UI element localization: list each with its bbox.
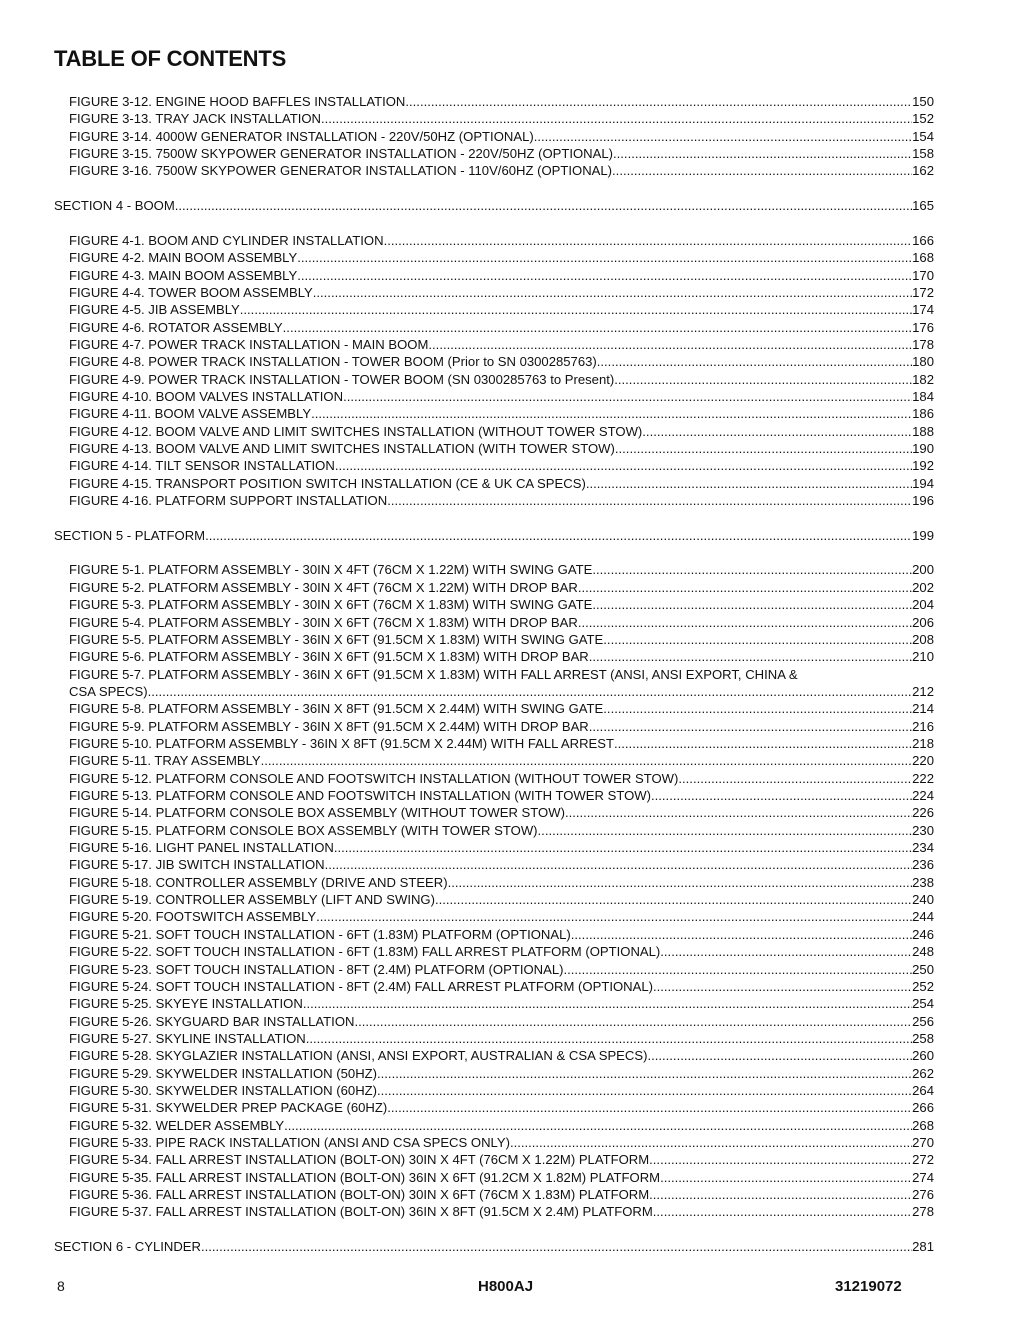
toc-figure-entry[interactable] <box>69 787 934 804</box>
dot-leader <box>534 128 912 145</box>
toc-entry-page: 216 <box>912 718 934 734</box>
toc-entry-label: FIGURE 4-8. POWER TRACK INSTALLATION - TOWER BOOM (Prior to SN 0300285763) <box>69 354 597 370</box>
toc-entry-label: SECTION 6 - CYLINDER <box>54 1239 201 1255</box>
toc-entry-label: FIGURE 4-1. BOOM AND CYLINDER INSTALLATION <box>69 232 384 248</box>
toc-entry-page: 162 <box>912 163 934 179</box>
toc-figure-entry[interactable] <box>69 908 934 925</box>
toc-figure-entry[interactable] <box>69 596 934 613</box>
toc-entry-label: SECTION 5 - PLATFORM <box>54 527 206 543</box>
dot-leader <box>405 93 912 110</box>
dot-leader <box>642 423 912 440</box>
dot-leader <box>653 978 912 995</box>
toc-figure-entry[interactable] <box>69 614 934 631</box>
dot-leader <box>311 405 912 422</box>
toc-entry-label: FIGURE 5-12. PLATFORM CONSOLE AND FOOTSWITCH INSTALLATION (WITHOUT TOWER STOW) <box>69 770 679 786</box>
dot-leader <box>377 1082 912 1099</box>
toc-entry-page: 196 <box>912 493 934 509</box>
toc-figure-entry[interactable] <box>69 770 934 787</box>
toc-entry-page: 218 <box>912 735 934 751</box>
toc-entry-page: 224 <box>912 788 934 803</box>
toc-entry-label: FIGURE 5-35. FALL ARREST INSTALLATION (BOLT-ON) 36IN X 6FT (91.2CM X 1.82M) PLATFORM <box>69 1169 661 1185</box>
toc-entry-page: 276 <box>912 1187 934 1203</box>
toc-entry-label: FIGURE 4-10. BOOM VALVES INSTALLATION <box>69 388 344 404</box>
toc-figure-entry[interactable] <box>69 561 934 578</box>
toc-figure-entry[interactable] <box>69 492 934 509</box>
toc-entry-page: 180 <box>912 354 934 370</box>
toc-figure-entry[interactable] <box>69 232 934 249</box>
toc-entry-label: FIGURE 5-36. FALL ARREST INSTALLATION (BOLT-ON) 30IN X 6FT (76CM X 1.83M) PLATFORM <box>69 1187 650 1203</box>
toc-entry-label: FIGURE 4-9. POWER TRACK INSTALLATION - TOWER BOOM (SN 0300285763 to Present) <box>69 371 615 387</box>
toc-entry-page: 248 <box>912 944 934 960</box>
dot-leader <box>343 388 912 405</box>
toc-figure-entry[interactable] <box>69 718 934 735</box>
dot-leader <box>653 1203 912 1220</box>
toc-entry-label: CSA SPECS) <box>69 683 148 699</box>
toc-entry-label: FIGURE 5-13. PLATFORM CONSOLE AND FOOTSWITCH INSTALLATION (WITH TOWER STOW) <box>69 788 651 803</box>
dot-leader <box>571 926 912 943</box>
toc-entry-page: 178 <box>912 336 934 352</box>
dot-leader <box>603 631 912 648</box>
toc-figure-entry[interactable] <box>69 822 934 839</box>
toc-entry-label: FIGURE 4-12. BOOM VALVE AND LIMIT SWITCHES INSTALLATION (WITHOUT TOWER STOW) <box>69 423 643 439</box>
dot-leader <box>306 1030 912 1047</box>
dot-leader <box>387 1099 912 1116</box>
toc-entry-page: 210 <box>912 649 934 665</box>
toc-entry-label: FIGURE 4-15. TRANSPORT POSITION SWITCH INSTALLATION (CE & UK CA SPECS) <box>69 475 586 491</box>
toc-entry-page: 154 <box>912 128 934 144</box>
dot-leader <box>651 787 912 804</box>
toc-entry-page: 252 <box>912 978 934 994</box>
dot-leader <box>321 110 912 127</box>
footer-page-number: 8 <box>57 1278 65 1294</box>
toc-entry-label: FIGURE 5-25. SKYEYE INSTALLATION <box>69 996 303 1012</box>
toc-figure-entry[interactable] <box>69 128 934 145</box>
dot-leader <box>325 856 913 873</box>
toc-figure-entry[interactable] <box>69 978 934 995</box>
toc-entry-label: FIGURE 5-9. PLATFORM ASSEMBLY - 36IN X 8FT (91.5CM X 2.44M) WITH DROP BAR <box>69 718 589 734</box>
toc-entry-label: FIGURE 4-7. POWER TRACK INSTALLATION - MAIN BOOM <box>69 336 429 352</box>
toc-entry-label: FIGURE 5-20. FOOTSWITCH ASSEMBLY <box>69 909 317 925</box>
dot-leader <box>377 1065 912 1082</box>
toc-entry-label: FIGURE 4-2. MAIN BOOM ASSEMBLY <box>69 250 298 266</box>
toc-entry-page: 214 <box>912 701 934 717</box>
toc-entry-page: 222 <box>912 770 934 786</box>
dot-leader <box>354 1013 912 1030</box>
toc-entry-page: 234 <box>912 840 934 856</box>
toc-entry-page: 220 <box>912 753 934 769</box>
toc-entry-page: 150 <box>912 94 934 109</box>
toc-figure-entry[interactable] <box>69 249 934 266</box>
dot-leader <box>678 770 912 787</box>
toc-figure-entry[interactable] <box>69 1203 934 1220</box>
dot-leader <box>448 874 913 891</box>
toc-figure-entry[interactable] <box>69 475 934 492</box>
toc-figure-entry[interactable] <box>69 1117 934 1134</box>
toc-figure-entry[interactable] <box>69 891 934 908</box>
toc-entry-page: 172 <box>912 284 934 300</box>
toc-figure-entry[interactable] <box>69 1030 934 1047</box>
dot-leader <box>660 1169 912 1186</box>
toc-entry-page: 194 <box>912 475 934 491</box>
toc-entry-page: 200 <box>912 562 934 578</box>
toc-figure-entry[interactable] <box>69 961 934 978</box>
dot-leader <box>565 804 912 821</box>
toc-entry-label: FIGURE 4-4. TOWER BOOM ASSEMBLY <box>69 284 313 300</box>
toc-entry-page: 165 <box>912 198 934 214</box>
toc-figure-entry[interactable] <box>69 267 934 284</box>
toc-entry-page: 199 <box>912 527 934 543</box>
toc-figure-entry[interactable] <box>69 631 934 648</box>
toc-figure-entry[interactable] <box>69 995 934 1012</box>
toc-entry-label: FIGURE 5-15. PLATFORM CONSOLE BOX ASSEMBLY (WITH TOWER STOW) <box>69 822 538 838</box>
dot-leader <box>589 648 912 665</box>
dot-leader <box>510 1134 912 1151</box>
dot-leader <box>592 561 912 578</box>
dot-leader <box>335 457 912 474</box>
toc-entry-label: FIGURE 4-16. PLATFORM SUPPORT INSTALLATION <box>69 493 388 509</box>
dot-leader <box>538 822 913 839</box>
dot-leader <box>578 614 912 631</box>
toc-figure-entry[interactable] <box>69 579 934 596</box>
toc-figure-entry[interactable] <box>69 1013 934 1030</box>
toc-entry-page: 274 <box>912 1169 934 1185</box>
toc-figure-entry[interactable] <box>69 1151 934 1168</box>
toc-entry-label: FIGURE 3-14. 4000W GENERATOR INSTALLATION - 220V/50HZ (OPTIONAL) <box>69 128 534 144</box>
toc-figure-entry[interactable] <box>69 423 934 440</box>
toc-entry-label: FIGURE 3-15. 7500W SKYPOWER GENERATOR INSTALLATION - 220V/50HZ (OPTIONAL) <box>69 146 614 162</box>
toc-entry-label: FIGURE 4-11. BOOM VALVE ASSEMBLY <box>69 406 312 422</box>
dot-leader <box>303 995 912 1012</box>
toc-figure-entry[interactable] <box>69 371 934 388</box>
toc-entry-page: 158 <box>912 146 934 162</box>
toc-entry-label: FIGURE 5-22. SOFT TOUCH INSTALLATION - 6FT (1.83M) FALL ARREST PLATFORM (OPTIONAL) <box>69 944 661 960</box>
toc-entry-label: FIGURE 5-18. CONTROLLER ASSEMBLY (DRIVE AND STEER) <box>69 874 448 890</box>
toc-figure-entry[interactable] <box>69 735 934 752</box>
toc-entry-page: 238 <box>912 874 934 890</box>
dot-leader <box>578 579 912 596</box>
toc-figure-entry[interactable] <box>69 1065 934 1082</box>
toc-figure-entry[interactable] <box>69 1047 934 1064</box>
toc-entry-label: FIGURE 5-2. PLATFORM ASSEMBLY - 30IN X 4FT (76CM X 1.22M) WITH DROP BAR <box>69 579 578 595</box>
toc-figure-entry[interactable] <box>69 683 934 700</box>
toc-entry-page: 268 <box>912 1117 934 1133</box>
dot-leader <box>175 197 912 214</box>
toc-figure-entry[interactable] <box>69 1186 934 1203</box>
toc-figure-entry[interactable] <box>69 93 934 110</box>
toc-entry-label: FIGURE 5-3. PLATFORM ASSEMBLY - 30IN X 6FT (76CM X 1.83M) WITH SWING GATE <box>69 597 593 613</box>
toc-entry-label: FIGURE 5-32. WELDER ASSEMBLY <box>69 1117 285 1133</box>
dot-leader <box>649 1186 912 1203</box>
toc-entry-page: 188 <box>912 423 934 439</box>
toc-entry-page: 186 <box>912 406 934 422</box>
toc-figure-entry[interactable] <box>69 926 934 943</box>
toc-entry-label: FIGURE 5-4. PLATFORM ASSEMBLY - 30IN X 6FT (76CM X 1.83M) WITH DROP BAR <box>69 614 578 630</box>
toc-figure-entry[interactable] <box>69 353 934 370</box>
dot-leader <box>649 1151 912 1168</box>
toc-entry-page: 212 <box>912 683 934 699</box>
toc-entry-label: FIGURE 4-14. TILT SENSOR INSTALLATION <box>69 458 335 474</box>
toc-entry-page: 266 <box>912 1100 934 1116</box>
toc-figure-entry[interactable] <box>69 162 934 179</box>
dot-leader <box>240 301 912 318</box>
toc-entry-label: FIGURE 5-16. LIGHT PANEL INSTALLATION <box>69 840 334 856</box>
dot-leader <box>384 232 913 249</box>
dot-leader <box>297 267 912 284</box>
dot-leader <box>205 527 912 544</box>
toc-section-entry[interactable] <box>54 197 934 214</box>
toc-figure-entry[interactable] <box>69 405 934 422</box>
toc-entry-page: 170 <box>912 267 934 283</box>
dot-leader <box>297 249 912 266</box>
dot-leader <box>597 353 912 370</box>
dot-leader <box>589 718 912 735</box>
toc-figure-entry[interactable] <box>69 457 934 474</box>
toc-entry-label: FIGURE 5-6. PLATFORM ASSEMBLY - 36IN X 6FT (91.5CM X 1.83M) WITH DROP BAR <box>69 649 589 665</box>
dot-leader <box>592 596 912 613</box>
toc-entry-page: 204 <box>912 597 934 613</box>
dot-leader <box>647 1047 912 1064</box>
toc-entry-label: FIGURE 5-34. FALL ARREST INSTALLATION (BOLT-ON) 30IN X 4FT (76CM X 1.22M) PLATFORM <box>69 1152 650 1168</box>
toc-entry-label: FIGURE 5-30. SKYWELDER INSTALLATION (60HZ) <box>69 1082 378 1098</box>
toc-entry-label: FIGURE 5-8. PLATFORM ASSEMBLY - 36IN X 8FT (91.5CM X 2.44M) WITH SWING GATE <box>69 701 604 717</box>
toc-entry-label: FIGURE 4-5. JIB ASSEMBLY <box>69 302 240 318</box>
toc-figure-entry[interactable] <box>69 1134 934 1151</box>
toc-entry-label: FIGURE 5-27. SKYLINE INSTALLATION <box>69 1030 306 1046</box>
toc-entry-page: 166 <box>912 232 934 248</box>
toc-section-entry[interactable] <box>54 527 934 544</box>
toc-entry-page: 168 <box>912 250 934 266</box>
toc-entry-page: 260 <box>912 1048 934 1064</box>
page-title: TABLE OF CONTENTS <box>54 46 287 71</box>
toc-entry-page: 264 <box>912 1082 934 1098</box>
toc-entry-page: 206 <box>912 614 934 630</box>
dot-leader <box>614 371 912 388</box>
toc-entry-page: 176 <box>912 319 934 335</box>
toc-entry-page: 240 <box>912 892 934 908</box>
dot-leader <box>603 700 912 717</box>
toc-entry-label: FIGURE 5-19. CONTROLLER ASSEMBLY (LIFT AND SWING) <box>69 892 435 908</box>
toc-figure-entry[interactable] <box>69 1099 934 1116</box>
dot-leader <box>284 1117 912 1134</box>
dot-leader <box>334 839 912 856</box>
toc-entry-page: 192 <box>912 458 934 474</box>
toc-figure-entry[interactable] <box>69 110 934 127</box>
dot-leader <box>435 891 912 908</box>
toc-entry-page: 202 <box>912 579 934 595</box>
toc-entry-page: 182 <box>912 371 934 387</box>
dot-leader <box>428 336 912 353</box>
toc-figure-entry[interactable] <box>69 839 934 856</box>
toc-figure-entry[interactable] <box>69 648 934 665</box>
toc-entry-page: 250 <box>912 961 934 977</box>
toc-entry-label: FIGURE 5-21. SOFT TOUCH INSTALLATION - 6FT (1.83M) PLATFORM (OPTIONAL) <box>69 926 571 942</box>
toc-entry-label: FIGURE 5-14. PLATFORM CONSOLE BOX ASSEMBLY (WITHOUT TOWER STOW) <box>69 805 565 821</box>
dot-leader <box>613 145 912 162</box>
toc-figure-entry[interactable] <box>69 856 934 873</box>
toc-entry-page: 270 <box>912 1135 934 1150</box>
toc-entry-label: FIGURE 5-29. SKYWELDER INSTALLATION (50HZ) <box>69 1065 378 1081</box>
toc-entry-page: 254 <box>912 996 934 1012</box>
toc-entry-label: FIGURE 5-26. SKYGUARD BAR INSTALLATION <box>69 1013 355 1029</box>
toc-figure-entry[interactable] <box>69 700 934 717</box>
dot-leader <box>586 475 912 492</box>
toc-entry-page: 281 <box>912 1239 934 1255</box>
toc-section-entry[interactable] <box>54 1238 934 1255</box>
dot-leader <box>261 752 913 769</box>
toc-figure-entry[interactable] <box>69 336 934 353</box>
toc-entry-page: 208 <box>912 631 934 647</box>
toc-figure-entry[interactable] <box>69 943 934 960</box>
toc-entry-label: FIGURE 4-13. BOOM VALVE AND LIMIT SWITCHES INSTALLATION (WITH TOWER STOW) <box>69 441 615 456</box>
toc-figure-entry[interactable] <box>69 301 934 318</box>
toc-entry-label: FIGURE 5-31. SKYWELDER PREP PACKAGE (60HZ) <box>69 1100 388 1116</box>
toc-entry-label: FIGURE 5-24. SOFT TOUCH INSTALLATION - 8FT (2.4M) FALL ARREST PLATFORM (OPTIONAL) <box>69 978 653 994</box>
dot-leader <box>313 284 912 301</box>
toc-entry-label: FIGURE 3-16. 7500W SKYPOWER GENERATOR INSTALLATION - 110V/60HZ (OPTIONAL) <box>69 163 613 179</box>
toc-figure-entry[interactable] <box>69 145 934 162</box>
toc-entry-label: FIGURE 4-3. MAIN BOOM ASSEMBLY <box>69 267 298 283</box>
toc-entry-label: FIGURE 5-37. FALL ARREST INSTALLATION (BOLT-ON) 36IN X 8FT (91.5CM X 2.4M) PLATFORM <box>69 1204 653 1220</box>
toc-figure-entry[interactable] <box>69 319 934 336</box>
toc-entry-page: 184 <box>912 388 934 404</box>
toc-entry-label: FIGURE 5-17. JIB SWITCH INSTALLATION <box>69 857 325 873</box>
toc-figure-entry[interactable] <box>69 804 934 821</box>
toc-entry-page: 244 <box>912 909 934 925</box>
toc-entry-label: FIGURE 5-1. PLATFORM ASSEMBLY - 30IN X 4FT (76CM X 1.22M) WITH SWING GATE <box>69 562 593 578</box>
dot-leader <box>563 961 912 978</box>
toc-entry-page: 152 <box>912 111 934 127</box>
toc-entry-label: FIGURE 5-23. SOFT TOUCH INSTALLATION - 8FT (2.4M) PLATFORM (OPTIONAL) <box>69 961 564 977</box>
toc-entry-page: 226 <box>912 805 934 821</box>
toc-figure-entry[interactable] <box>69 874 934 891</box>
footer-doc-number: 31219072 <box>835 1278 902 1295</box>
toc-entry-label: FIGURE 5-28. SKYGLAZIER INSTALLATION (ANSI, ANSI EXPORT, AUSTRALIAN & CSA SPECS) <box>69 1048 648 1064</box>
dot-leader <box>148 683 913 700</box>
toc-entry-label: FIGURE 5-11. TRAY ASSEMBLY <box>69 753 261 769</box>
toc-entry-page: 190 <box>912 441 934 456</box>
toc-entry-page: 278 <box>912 1204 934 1220</box>
toc-entry-page: 262 <box>912 1065 934 1081</box>
dot-leader <box>387 492 912 509</box>
dot-leader <box>612 162 912 179</box>
dot-leader <box>660 943 912 960</box>
toc-entry-label: FIGURE 3-13. TRAY JACK INSTALLATION <box>69 111 321 127</box>
toc-entry-page: 174 <box>912 302 934 318</box>
toc-figure-entry[interactable] <box>69 1082 934 1099</box>
dot-leader <box>201 1238 912 1255</box>
toc-figure-entry[interactable] <box>69 752 934 769</box>
toc-figure-entry[interactable] <box>69 284 934 301</box>
dot-leader <box>283 319 912 336</box>
toc-figure-entry[interactable] <box>69 388 934 405</box>
toc-entry-page: 256 <box>912 1013 934 1029</box>
toc-entry-page: 272 <box>912 1152 934 1168</box>
toc-entry-label: FIGURE 5-10. PLATFORM ASSEMBLY - 36IN X 8FT (91.5CM X 2.44M) WITH FALL ARREST <box>69 735 614 751</box>
toc-entry-page: 246 <box>912 926 934 942</box>
toc-entry-label: SECTION 4 - BOOM <box>54 198 175 214</box>
toc-entry-page: 230 <box>912 822 934 838</box>
toc-entry-label: FIGURE 3-12. ENGINE HOOD BAFFLES INSTALLATION <box>69 94 406 109</box>
toc-entry-label: FIGURE 4-6. ROTATOR ASSEMBLY <box>69 319 283 335</box>
toc-entry-page: 258 <box>912 1030 934 1046</box>
toc-entry-label: FIGURE 5-33. PIPE RACK INSTALLATION (ANSI AND CSA SPECS ONLY) <box>69 1135 510 1150</box>
footer-model: H800AJ <box>478 1278 534 1295</box>
toc-entry-page: 236 <box>912 857 934 873</box>
toc-figure-entry[interactable] <box>69 440 934 457</box>
toc-entry-line: FIGURE 5-7. PLATFORM ASSEMBLY - 36IN X 6FT (91.5CM X 1.83M) WITH FALL ARREST (ANSI, ANSI EXPORT, CHINA & <box>69 666 798 682</box>
toc-figure-entry[interactable] <box>69 1169 934 1186</box>
dot-leader <box>615 440 912 457</box>
toc-entry-label: FIGURE 5-5. PLATFORM ASSEMBLY - 36IN X 6FT (91.5CM X 1.83M) WITH SWING GATE <box>69 631 604 647</box>
dot-leader <box>614 735 912 752</box>
dot-leader <box>316 908 912 925</box>
